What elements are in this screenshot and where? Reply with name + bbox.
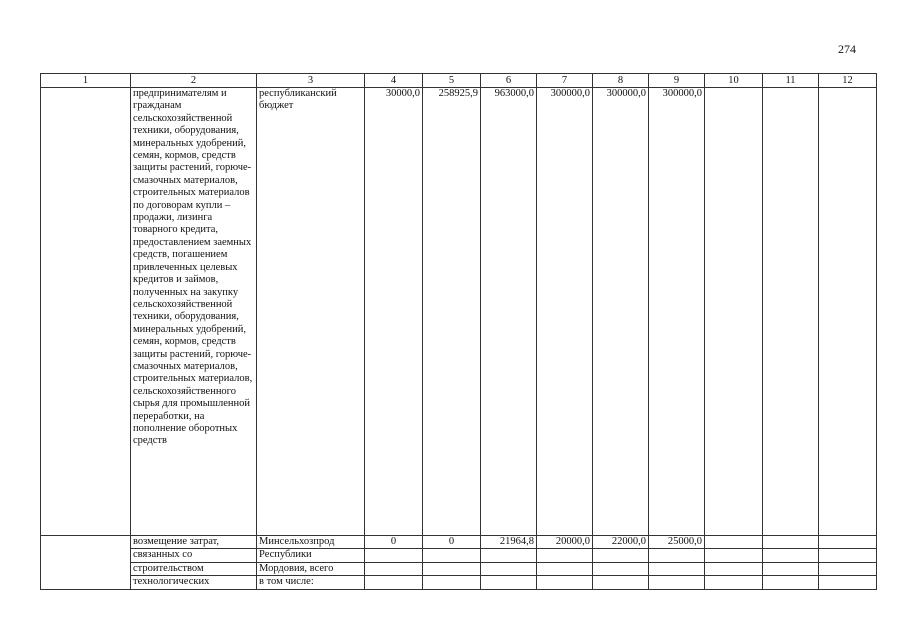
cell-value [705,549,763,562]
cell-number [41,536,131,590]
cell-value [537,549,593,562]
cell-value [649,549,705,562]
header-row [41,74,877,88]
cell-value [763,536,819,549]
header-cell: 7 [537,74,593,88]
table-row [41,549,877,562]
header-cell: 11 [763,74,819,88]
cell-description-line: технологических [131,576,257,589]
header-cell: 9 [649,74,705,88]
cell-value [819,536,877,549]
cell-value [593,549,649,562]
header-cell: 8 [593,74,649,88]
cell-value: 25000,0 [649,536,705,549]
cell-value [537,576,593,589]
cell-value: 30000,0 [365,88,423,536]
cell-number [41,88,131,536]
header-cell: 12 [819,74,877,88]
cell-value [763,576,819,589]
program-table [40,73,877,590]
cell-value [819,562,877,575]
cell-value: 300000,0 [593,88,649,536]
cell-value [649,576,705,589]
cell-value [819,576,877,589]
cell-description-line: связанных со [131,549,257,562]
cell-value [365,576,423,589]
cell-value [705,88,763,536]
cell-value: 0 [365,536,423,549]
cell-value [763,549,819,562]
cell-source: республиканский бюджет [257,88,365,536]
cell-description-line: возмещение затрат, [131,536,257,549]
cell-source-line: Республики [257,549,365,562]
header-cell: 6 [481,74,537,88]
cell-value [423,549,481,562]
cell-value [593,562,649,575]
cell-value [365,549,423,562]
cell-description-line: строительством [131,562,257,575]
cell-value: 258925,9 [423,88,481,536]
header-cell: 1 [41,74,131,88]
table-row [41,88,877,536]
cell-description: предпринимателям и гражданам сельскохозяйственной техники, оборудования, минеральных удобрений, семян, кормов, средств защиты растений, горюче-смазочных материалов, строительных материалов по договорам купли – продажи, лизинга товарного кредита, предоставлением заемных средств, погашением привлеченных целевых кредитов и займов, полученных на закупку сельскохозяйственной техники, оборудования, минеральных удобрений, семян, кормов, средств защиты растений, горюче-смазочных материалов, строительных материалов, сельскохозяйственного сырья для промышленной переработки, на пополнение оборотных средств [131,88,257,536]
cell-source-line: Мордовия, всего [257,562,365,575]
table-row [41,536,877,549]
table-row [41,562,877,575]
cell-source-line: Минсельхозпрод [257,536,365,549]
table-row [41,576,877,589]
cell-value [423,562,481,575]
cell-value: 22000,0 [593,536,649,549]
header-cell: 10 [705,74,763,88]
cell-value [705,536,763,549]
cell-value [593,576,649,589]
header-cell: 4 [365,74,423,88]
cell-value [365,562,423,575]
cell-source-line: в том числе: [257,576,365,589]
cell-value [763,562,819,575]
cell-value [705,562,763,575]
cell-value [649,562,705,575]
header-cell: 5 [423,74,481,88]
cell-value: 963000,0 [481,88,537,536]
cell-value: 20000,0 [537,536,593,549]
cell-value [819,88,877,536]
cell-value [705,576,763,589]
cell-value [481,576,537,589]
cell-value [423,576,481,589]
cell-value: 21964,8 [481,536,537,549]
cell-value [481,562,537,575]
header-cell: 3 [257,74,365,88]
page-number: 274 [838,42,856,56]
cell-value [763,88,819,536]
cell-value: 300000,0 [537,88,593,536]
cell-value: 300000,0 [649,88,705,536]
cell-value [537,562,593,575]
cell-value [481,549,537,562]
cell-value [819,549,877,562]
cell-value: 0 [423,536,481,549]
header-cell: 2 [131,74,257,88]
